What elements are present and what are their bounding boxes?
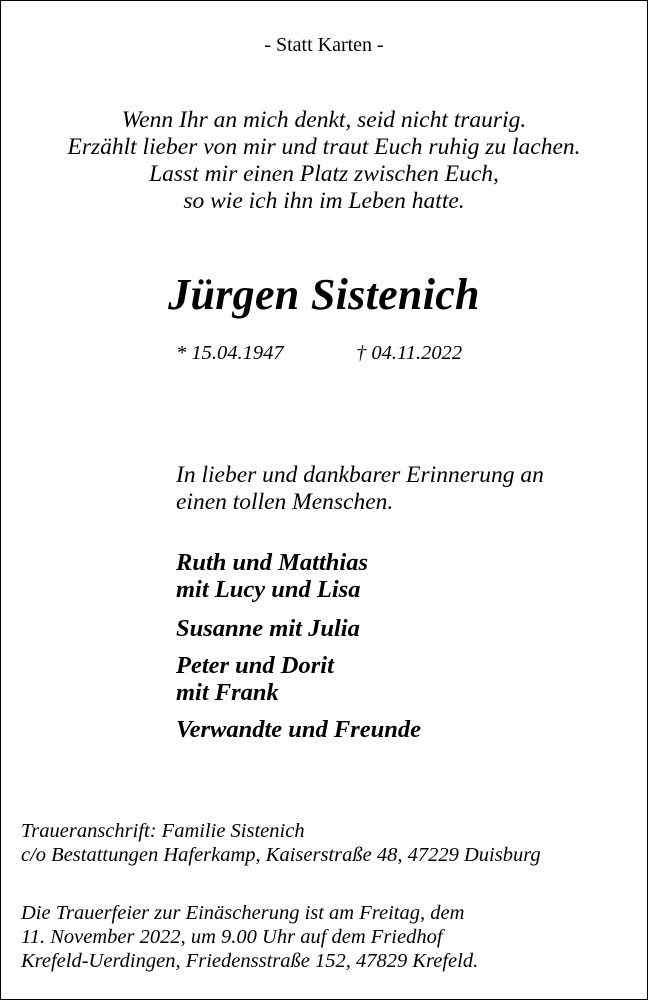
funeral-ceremony-info xyxy=(21,901,478,973)
address-line: c/o Bestattungen Haferkamp, Kaiserstraße 48, 47229 Duisburg xyxy=(21,844,541,866)
mourning-address xyxy=(21,819,541,867)
mourner-line: Peter und Dorit xyxy=(176,652,334,679)
header-statt-karten: - Statt Karten - xyxy=(264,34,384,56)
mourners-group-3 xyxy=(176,652,334,706)
mourners-group-2 xyxy=(176,615,360,642)
ceremony-line: Die Trauerfeier zur Einäscherung ist am Freitag, dem xyxy=(21,902,465,924)
mourner-line: mit Lucy und Lisa xyxy=(176,576,361,603)
mourner-line: Susanne mit Julia xyxy=(176,615,360,642)
memory-text xyxy=(176,462,544,516)
deceased-name: Jürgen Sistenich xyxy=(168,270,480,319)
birth-date: * 15.04.1947 xyxy=(176,342,284,364)
poem-line: Wenn Ihr an mich denkt, seid nicht traurig. xyxy=(121,107,527,133)
mourners-group-1 xyxy=(176,549,368,603)
memory-line: einen tollen Menschen. xyxy=(176,489,394,515)
mourner-line: mit Frank xyxy=(176,679,279,706)
ceremony-line: 11. November 2022, um 9.00 Uhr auf dem Friedhof xyxy=(21,926,443,948)
mourner-line: Verwandte und Freunde xyxy=(176,716,422,743)
ceremony-line: Krefeld-Uerdingen, Friedensstraße 152, 47829 Krefeld. xyxy=(21,950,479,972)
poem-line: so wie ich ihn im Leben hatte. xyxy=(183,188,465,214)
memory-line: In lieber und dankbarer Erinnerung an xyxy=(176,462,544,488)
poem xyxy=(1,107,647,215)
address-line: Traueranschrift: Familie Sistenich xyxy=(21,820,305,842)
mourners-group-4 xyxy=(176,716,421,743)
mourner-line: Ruth und Matthias xyxy=(176,549,369,576)
poem-line: Lasst mir einen Platz zwischen Euch, xyxy=(149,161,499,187)
poem-line: Erzählt lieber von mir und traut Euch ruhig zu lachen. xyxy=(67,134,581,160)
death-date: † 04.11.2022 xyxy=(356,342,463,364)
